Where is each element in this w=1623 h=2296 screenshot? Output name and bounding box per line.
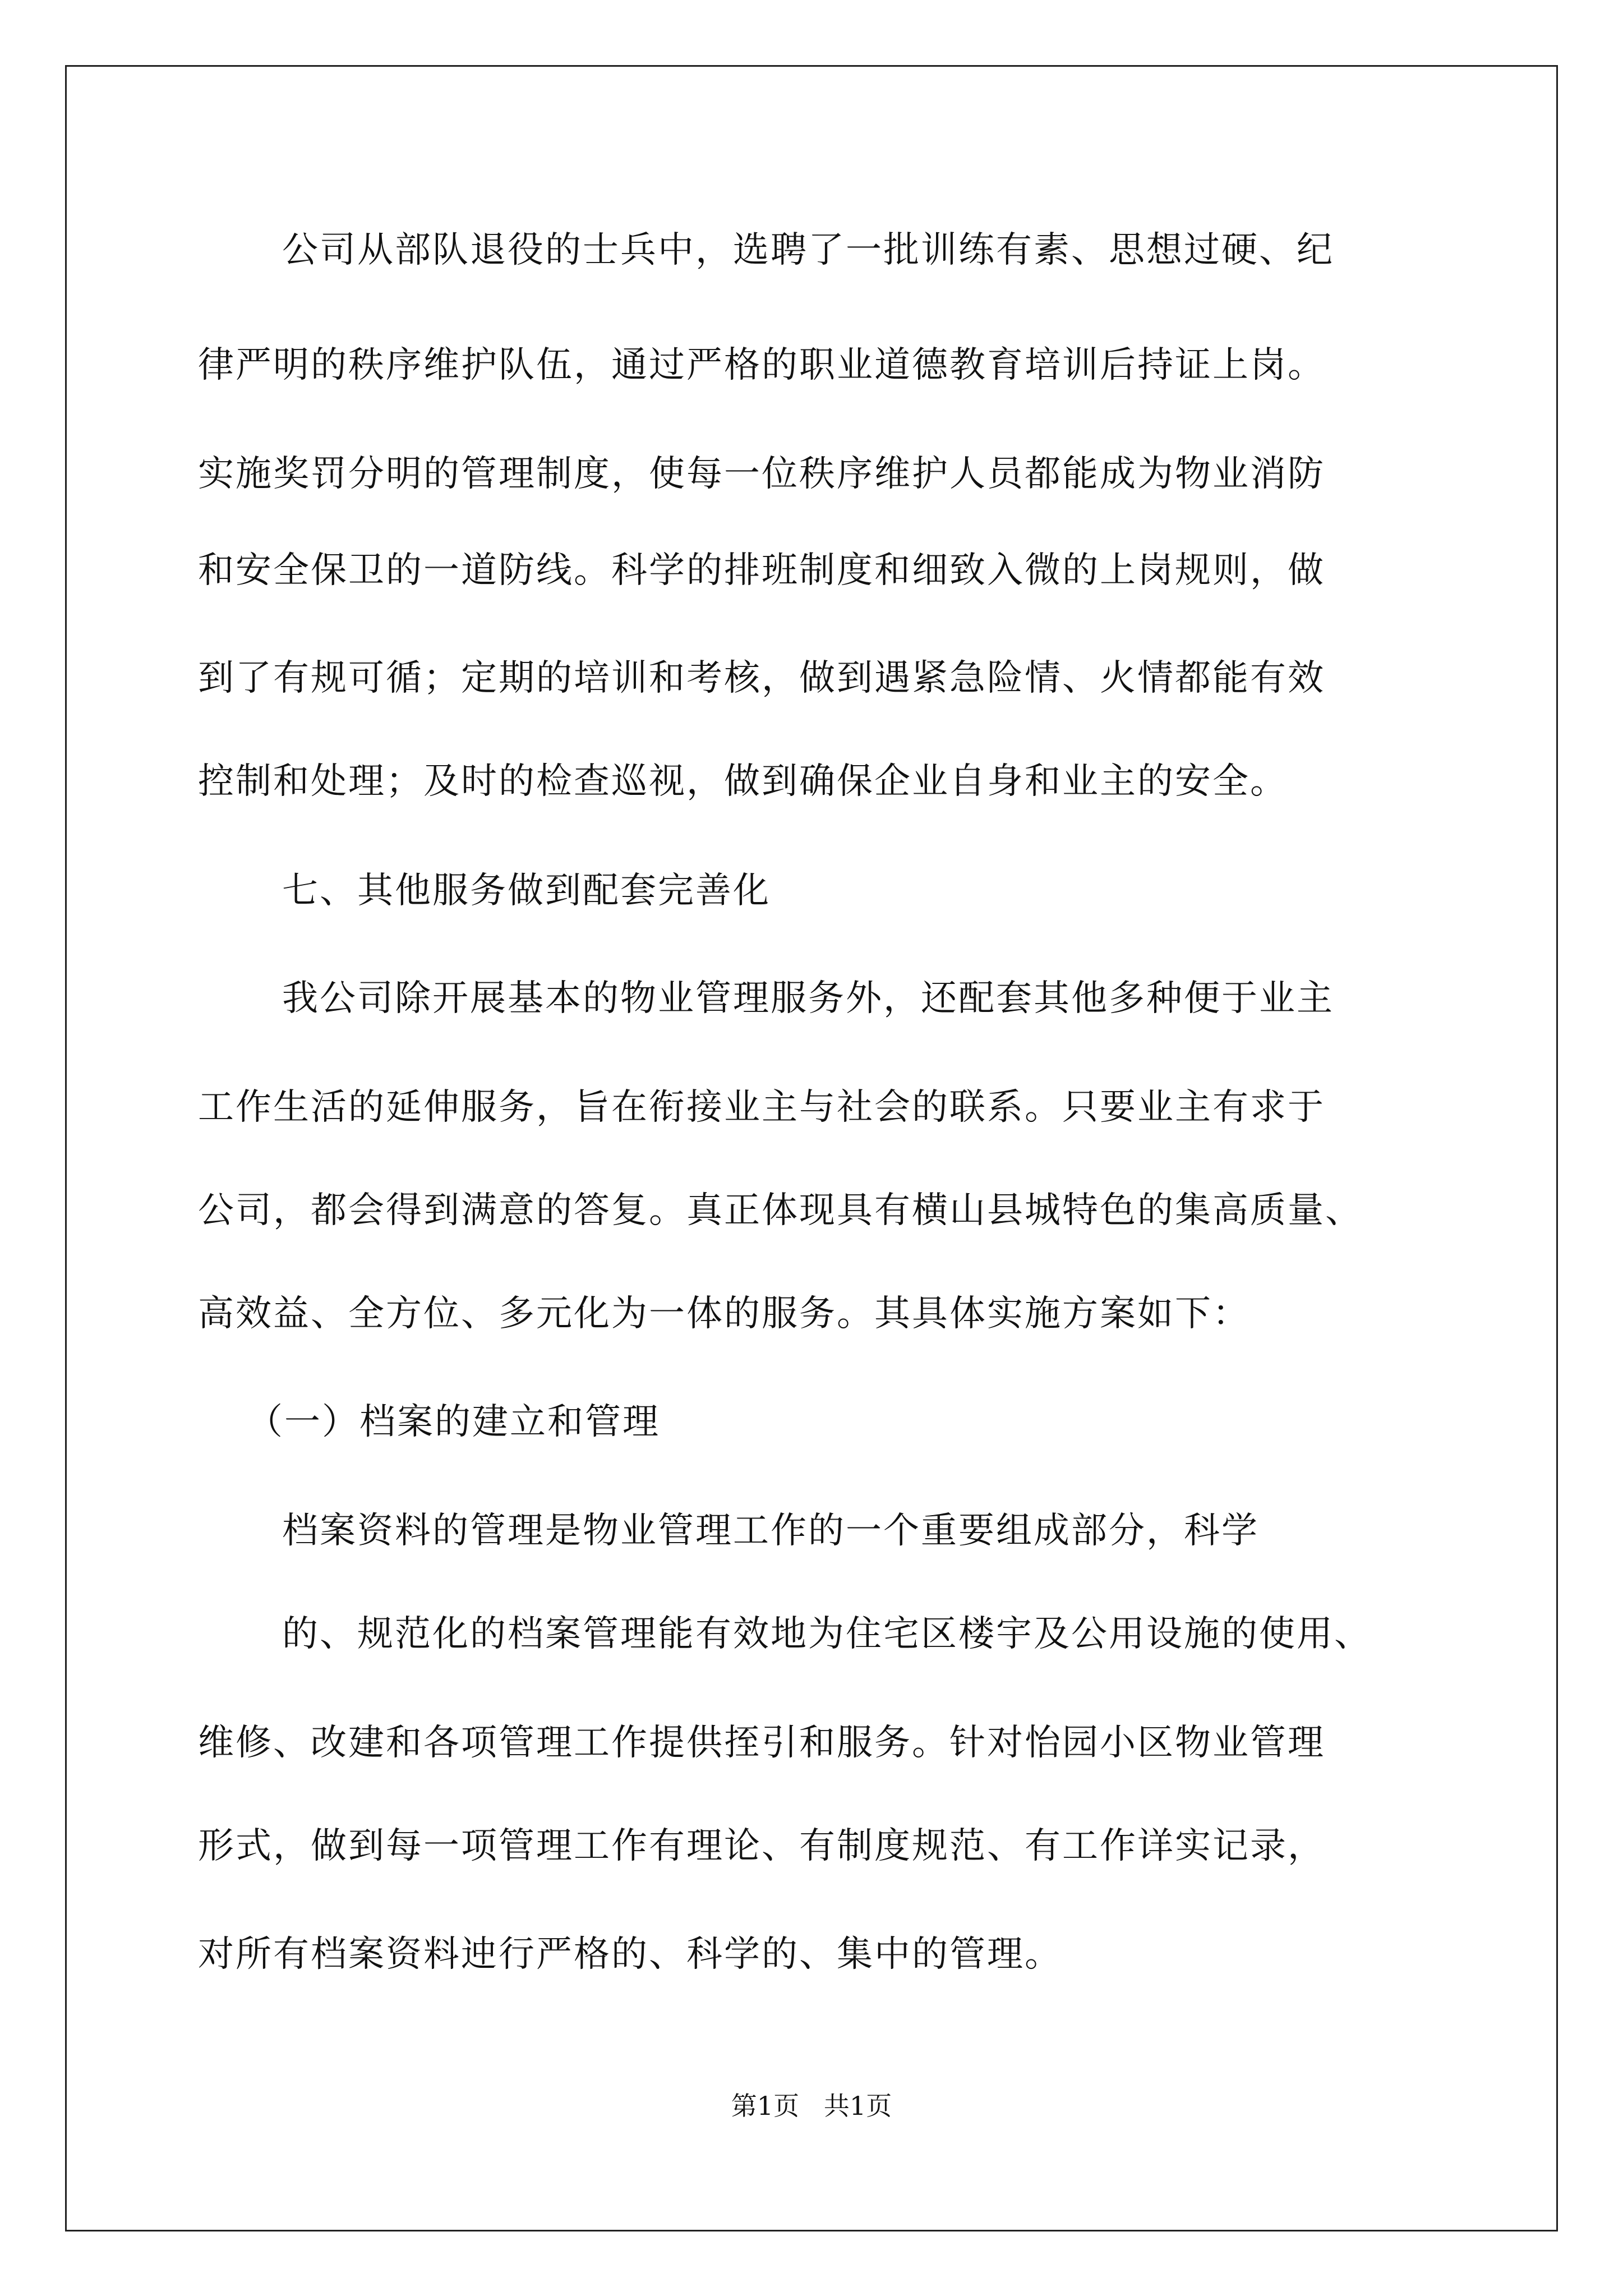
text-line: 形式，做到每一项管理工作有理论、有制度规范、有工作详实记录， bbox=[198, 1825, 1325, 1867]
text-line: 工作生活的延伸服务，旨在衔接业主与社会的联系。只要业主有求于 bbox=[198, 1087, 1325, 1128]
subsection-heading: （一）档案的建立和管理 bbox=[247, 1401, 660, 1443]
text-line: 对所有档案资料迚行严格的、科学的、集中的管理。 bbox=[198, 1934, 1062, 1975]
page-footer: 第1页 共1页 bbox=[731, 2091, 892, 2121]
text-line: 维修、改建和各项管理工作提供挃引和服务。针对怡园小区物业管理 bbox=[198, 1722, 1325, 1764]
text-line: 公司，都会得到满意的答复。真正体现具有横山县城特色的集高质量、 bbox=[198, 1190, 1363, 1231]
text-line: 和安全保卫的一道防线。科学的排班制度和细致入微的上岗规则，做 bbox=[198, 550, 1325, 591]
text-line: 高效益、全方位、多元化为一体的服务。其具体实施方案如下： bbox=[198, 1293, 1250, 1335]
text-line: 档案资料的管理是物业管理工作的一个重要组成部分，科学 bbox=[282, 1510, 1259, 1552]
section-heading: 七、其他服务做到配套完善化 bbox=[282, 870, 771, 912]
text-line: 我公司除开展基本的物业管理服务外，还配套其他多种便于业主 bbox=[282, 978, 1334, 1019]
text-line: 控制和处理；及时的检查巡视，做到确保企业自身和业主的安全。 bbox=[198, 761, 1288, 802]
page-border bbox=[65, 65, 1558, 2231]
text-line: 律严明的秩序维护队伍，通过严格的职业道德教育培训后持证上岗。 bbox=[198, 344, 1325, 386]
text-line: 到了有规可循；定期的培训和考核，做到遇紧急险情、火情都能有效 bbox=[198, 657, 1325, 699]
text-line: 实施奖罚分明的管理制度，使每一位秩序维护人员都能成为物业消防 bbox=[198, 453, 1325, 495]
text-line: 公司从部队退役的士兵中，选聘了一批训练有素、思想过硬、纪 bbox=[282, 229, 1334, 271]
text-line: 的、规范化的档案管理能有效地为住宅区楼宇及公用设施的使用、 bbox=[282, 1613, 1372, 1655]
